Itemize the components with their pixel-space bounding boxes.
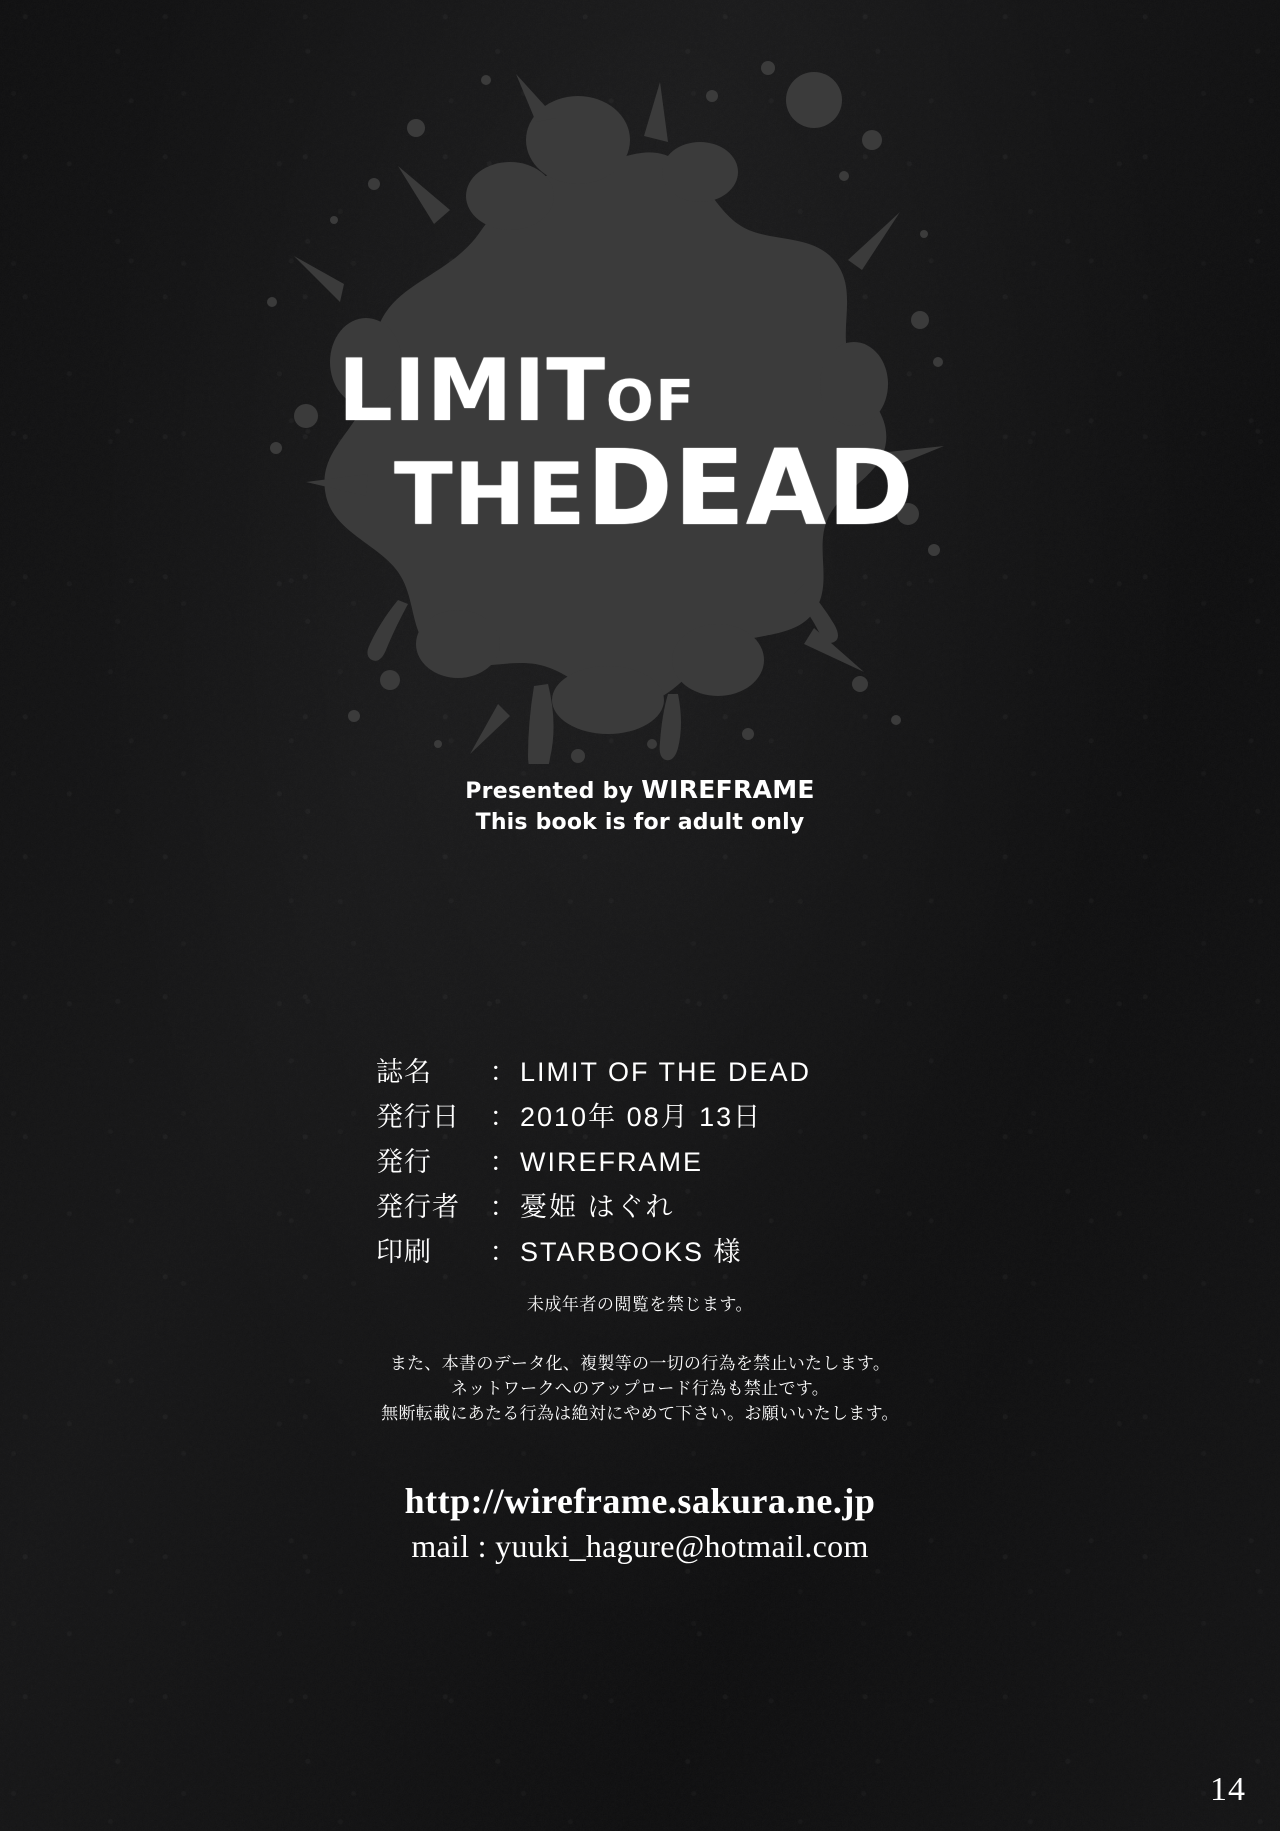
colophon-colon: ：	[489, 1147, 517, 1177]
colophon-row	[376, 1185, 996, 1230]
minors-prohibited-notice: 未成年者の閲覧を禁じます。	[526, 1295, 754, 1314]
colophon-value: 憂姫 はぐれ	[520, 1192, 675, 1222]
presented-by-brand: WIREFRAME	[641, 775, 815, 804]
legal-notice-block	[0, 1290, 1280, 1426]
colophon-label: 印刷	[376, 1237, 432, 1267]
presented-by-block	[0, 775, 1280, 835]
ink-splatter-graphic	[248, 44, 948, 764]
colophon-block	[376, 1050, 996, 1275]
colophon-colon: ：	[489, 1192, 517, 1222]
notice-line: ネットワークへのアップロード行為も禁止です。	[450, 1379, 830, 1398]
logo-the-text: THE	[394, 444, 587, 545]
colophon-value: STARBOOKS 様	[520, 1237, 743, 1267]
colophon-colon: ：	[489, 1237, 517, 1267]
website-url[interactable]: http://wireframe.sakura.ne.jp	[404, 1481, 876, 1521]
colophon-colon: ：	[489, 1057, 517, 1087]
colophon-row	[376, 1140, 996, 1185]
colophon-label: 発行	[376, 1147, 432, 1177]
logo-of-text: OF	[606, 369, 696, 434]
presented-by-prefix: Presented by	[465, 779, 642, 804]
colophon-value: 2010年 08月 13日	[520, 1102, 763, 1132]
notice-line: 無断転載にあたる行為は絶対にやめて下さい。お願いいたします。	[381, 1404, 899, 1423]
email-address[interactable]: mail : yuuki_hagure@hotmail.com	[411, 1528, 869, 1564]
colophon-row	[376, 1050, 996, 1095]
colophon-label: 誌名	[376, 1057, 432, 1087]
colophon-row	[376, 1230, 996, 1275]
colophon-label: 発行者	[376, 1192, 460, 1222]
colophon-value: LIMIT OF THE DEAD	[520, 1057, 812, 1087]
colophon-value: WIREFRAME	[520, 1147, 703, 1177]
adult-only-notice: This book is for adult only	[475, 810, 805, 835]
logo-limit-text: LIMIT	[338, 341, 607, 441]
colophon-colon: ：	[489, 1102, 517, 1132]
colophon-row	[376, 1095, 996, 1140]
notice-line: また、本書のデータ化、複製等の一切の行為を禁止いたします。	[389, 1354, 891, 1373]
logo-dead-text: DEAD	[586, 426, 915, 549]
contact-block	[0, 1480, 1280, 1565]
colophon-label: 発行日	[376, 1102, 460, 1132]
page-number: 14	[1210, 1771, 1246, 1808]
